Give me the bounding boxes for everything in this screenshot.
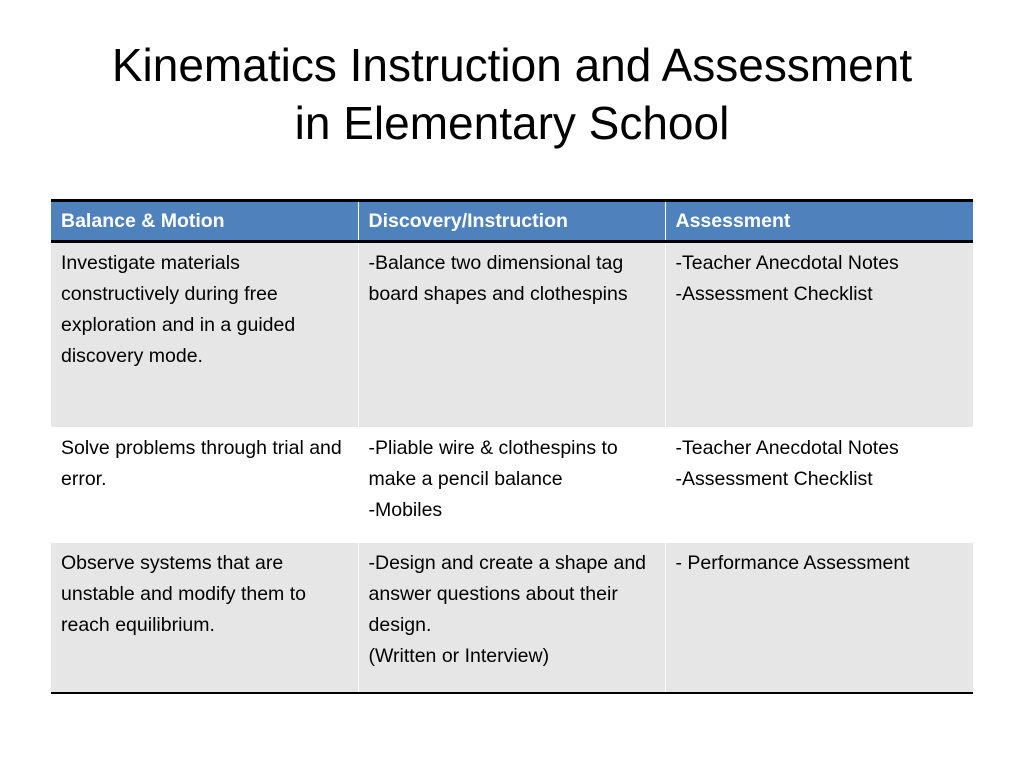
cell-line: -Design and create a shape and answer questions about their design.	[368, 552, 647, 636]
slide-title	[0, 36, 1024, 152]
table-row	[51, 428, 973, 543]
cell-line: -Assessment Checklist	[675, 468, 873, 490]
cell-assessment	[665, 543, 973, 693]
cell-assessment	[665, 242, 973, 428]
cell-discovery-instruction	[358, 242, 665, 428]
column-header-discovery-instruction: Discovery/Instruction	[358, 201, 665, 242]
cell-discovery-instruction	[358, 543, 665, 693]
cell-balance-motion: Observe systems that are unstable and modify them to reach equilibrium.	[61, 552, 306, 636]
cell-line: - Performance Assessment	[675, 552, 910, 574]
column-header-assessment: Assessment	[665, 201, 973, 242]
cell-assessment	[665, 428, 973, 543]
cell-line: -Assessment Checklist	[675, 283, 873, 305]
cell-balance-motion: Solve problems through trial and error.	[61, 437, 342, 490]
table-row	[51, 543, 973, 693]
slide-title-line-1: Kinematics Instruction and Assessment	[111, 39, 913, 91]
table-row	[51, 242, 973, 428]
slide-title-line-2: in Elementary School	[294, 97, 730, 149]
curriculum-table	[51, 199, 973, 694]
cell-balance-motion: Investigate materials constructively during free exploration and in a guided discovery mode.	[61, 252, 296, 367]
cell-line: -Balance two dimensional tag board shapes and clothespins	[368, 252, 628, 305]
cell-line: -Teacher Anecdotal Notes	[675, 252, 899, 274]
cell-line: -Mobiles	[368, 499, 443, 521]
cell-line: -Teacher Anecdotal Notes	[675, 437, 899, 459]
column-header-balance-motion: Balance & Motion	[61, 209, 225, 232]
cell-discovery-instruction	[358, 428, 665, 543]
cell-line: -Pliable wire & clothespins to make a pencil balance	[368, 437, 618, 490]
cell-line: (Written or Interview)	[368, 645, 550, 667]
table-header-row	[51, 201, 973, 242]
curriculum-table-container	[51, 199, 973, 694]
